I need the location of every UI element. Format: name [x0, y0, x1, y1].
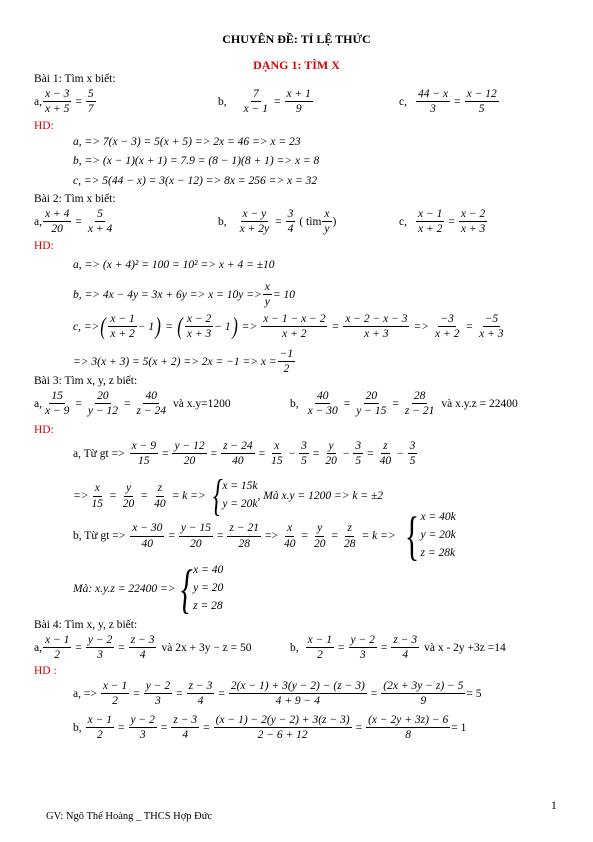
b2-part-a: a, $\frac{x + 4}{20}$ = $\frac{5}{x + 4}$ [34, 208, 113, 236]
fraction: $\frac{y - 2}{3}$ [145, 680, 171, 708]
b4-heading: Bài 4: Tìm x, y, z biết: [34, 619, 138, 631]
fraction: $\frac{40}{z - 24}$ [136, 390, 166, 418]
fraction: $\frac{z - 3}{4}$ [188, 680, 213, 708]
fraction: $\frac{z - 21}{28}$ [229, 522, 259, 550]
fraction: $\frac{y}{20}$ [325, 440, 337, 468]
fraction: $\frac{x + 4}{20}$ [44, 208, 70, 236]
system-brace: { x = 40 y = 20 z = 28 [180, 559, 224, 619]
b3-b-condition: và x.y.z = 22400 [441, 397, 518, 410]
fraction: $\frac{x - 1}{2}$ [102, 680, 128, 708]
fraction: $\frac{x}{y}$ [324, 208, 330, 236]
document-title: CHUYÊN ĐỀ: TỈ LỆ THỨC [222, 32, 371, 46]
fraction: $\frac{x - 30}{40}$ [132, 522, 163, 550]
b4-part-b: b, $\frac{x - 1}{2}$ = $\frac{y - 2}{3}$ = $\frac{z - 3}{4}$ và x - 2y +3z =14 [290, 634, 506, 662]
b1-part-c: c, $\frac{44 - x}{3}$ = $\frac{x - 12}{5}$ [399, 88, 497, 116]
fraction: $\frac{z - 3}{4}$ [130, 634, 155, 662]
fraction: $\frac{20}{y - 12}$ [87, 390, 118, 418]
system-line: z = 28k [420, 546, 456, 559]
fraction: $\frac{z}{40}$ [154, 482, 166, 510]
fraction: $\frac{40}{x - 30}$ [307, 390, 338, 418]
fraction: $\frac{z - 3}{4}$ [173, 714, 198, 742]
b3-solution-a-prefix: a, Từ gt => [73, 447, 125, 460]
fraction: $\frac{x}{15}$ [271, 440, 283, 468]
fraction: $\frac{x + 1}{9}$ [286, 88, 311, 116]
b3-a-condition: và x.y=1200 [172, 397, 231, 410]
footer-author: GV: Ngô Thế Hoàng _ THCS Hợp Đức [46, 811, 213, 822]
system-line: y = 20k [222, 498, 258, 510]
b2-solution-d [73, 348, 296, 375]
b1-c-label: c, [399, 95, 407, 108]
b1-part-a: a, $\frac{x - 3}{x + 5}$ = $\frac{5}{7}$ [34, 88, 94, 116]
b4-b-label: b, [290, 641, 299, 654]
b1-solution-a: a, => 7(x − 3) = 5(x + 5) => 2x = 46 => x = 23 [73, 136, 301, 148]
b2-b-note: ( tìm [299, 215, 322, 228]
fraction: $\frac{2(x - 1) + 3(y - 2) - (z - 3)}{4 + 9 - 4}$ [230, 680, 365, 708]
b2-b-label: b, [218, 215, 227, 228]
fraction: $\frac{z - 24}{40}$ [223, 440, 253, 468]
fraction: $\frac{y - 2}{3}$ [87, 634, 113, 662]
fraction: $\frac{-1}{2}$ [279, 348, 294, 376]
fraction: $\frac{x - 1}{x + 2}$ [417, 208, 443, 236]
fraction: $\frac{x - 1}{2}$ [44, 634, 70, 662]
fraction: $\frac{3}{5}$ [301, 440, 307, 468]
fraction: $\frac{(x - 2y + 3z) - 6}{8}$ [368, 714, 449, 742]
hd-label: HD : [34, 665, 57, 677]
b4-a-label: a, [34, 641, 42, 654]
fraction: $\frac{3}{5}$ [355, 440, 362, 468]
fraction: $\frac{x - 2}{x + 3}$ [460, 208, 486, 236]
b3-part-a: a, $\frac{15}{x - 9}$ = $\frac{20}{y - 12}$ = $\frac{40}{z - 24}$ và x.y=1200 [34, 390, 231, 418]
fraction: $\frac{y}{20}$ [122, 482, 135, 510]
b3-solution-b-prefix: b, Từ gt => [73, 530, 126, 542]
fraction: $\frac{x}{15}$ [91, 482, 104, 510]
b2-a-label: a, [34, 215, 42, 228]
b2-solution-c-prefix: c, => [73, 320, 100, 333]
b4-a-condition: và 2x + 3y − z = 50 [161, 641, 252, 654]
fraction: $\frac{x - 1}{x + 2}$ [110, 313, 135, 341]
b3-part-b: b, $\frac{40}{x - 30}$ = $\frac{20}{y - 15}$ = $\frac{28}{z - 21}$ và x.y.z = 22400 [290, 390, 518, 418]
system-line: z = 28 [193, 599, 223, 612]
b3-solution-a2-result: , Mà x.y = 1200 => k = ±2 [257, 490, 384, 502]
b3-solution-a: a, Từ gt => $\frac{x - 9}{15}$ = $\frac{y - 12}{20}$ = $\frac{z - 24}{40}$ = $\frac{x}{15}$ − $\frac{3}{5}$ = $\frac{y}{20}$ − $\frac{3}{5}$ = $\frac{z}{40}$ − $\frac{3}{5}$ [73, 440, 416, 468]
page-number: 1 [551, 800, 557, 812]
fraction: $\frac{y - 12}{20}$ [174, 440, 205, 468]
b4-solution-b-prefix: b, [73, 721, 82, 734]
fraction: $\frac{z}{28}$ [343, 522, 356, 550]
b3-heading: Bài 3: Tìm x, y, z biết: [34, 375, 138, 387]
fraction: $\frac{x - 1 - x - 2}{x + 2}$ [263, 313, 326, 341]
b2-solution-b [73, 281, 295, 308]
b1-a-label: a, [34, 95, 42, 108]
fraction: $\frac{z - 3}{4}$ [393, 634, 418, 662]
b4-part-a: a, $\frac{x - 1}{2}$ = $\frac{y - 2}{3}$ = $\frac{z - 3}{4}$ và 2x + 3y − z = 50 [34, 634, 252, 662]
fraction: $\frac{x - 9}{15}$ [131, 440, 156, 468]
b4-solution-b-result: = 1 [451, 721, 467, 734]
b3-solution-b2 [73, 559, 224, 619]
b1-solution-b: b, => (x − 1)(x + 1) = 7.9 = (8 − 1)(8 + 1) => x = 8 [73, 155, 320, 167]
fraction: $\frac{5}{x + 4}$ [87, 208, 113, 236]
fraction: $\frac{-3}{x + 2}$ [435, 313, 460, 341]
fraction: $\frac{20}{y - 15}$ [356, 390, 387, 418]
b4-solution-a-prefix: a, => [73, 687, 97, 700]
hd-label: HD: [34, 120, 54, 132]
fraction: $\frac{y - 2}{3}$ [130, 714, 155, 742]
fraction: $\frac{7}{x - 1}$ [243, 88, 268, 116]
b2-solution-b-result: = 10 [272, 288, 295, 301]
fraction: $\frac{y - 15}{20}$ [180, 522, 211, 550]
b4-b-condition: và x - 2y +3z =14 [424, 641, 506, 654]
fraction: $\frac{x - y}{x + 2y}$ [239, 208, 270, 236]
fraction: $\frac{x - 1}{2}$ [87, 714, 112, 742]
fraction: $\frac{x - 2 - x - 3}{x + 3}$ [345, 313, 408, 341]
b1-heading: Bài 1: Tìm x biết: [34, 73, 116, 85]
fraction: $\frac{x}{40}$ [283, 522, 296, 550]
b2-solution-d-text: => 3(x + 3) = 5(x + 2) => 2x = −1 => x = [73, 355, 277, 368]
b3-solution-b2-prefix: Mà: x.y.z = 22400 => [73, 583, 176, 595]
b2-heading: Bài 2: Tìm x biết: [34, 193, 116, 205]
b3-solution-a2-prefix: => [73, 490, 89, 502]
b4-solution-b: b, $\frac{x - 1}{2}$ = $\frac{y - 2}{3}$ = $\frac{z - 3}{4}$ = $\frac{(x - 1) - 2(y - 2) + 3(z - 3)}{2 - 6 + 12}$ = $\frac{(x - 2y + 3z) - 6}{8}$ = 1 [73, 714, 467, 742]
fraction: $\frac{3}{4}$ [287, 208, 294, 236]
system-line: x = 40k [420, 511, 456, 524]
fraction: $\frac{x}{y}$ [264, 281, 270, 309]
fraction: $\frac{y}{20}$ [313, 522, 326, 550]
b2-solution-c: c, => ( $\frac{x - 1}{x + 2}$ − 1 ) = ( $\frac{x - 2}{x + 3}$ − 1 ) => $\frac{x - 1 - x - 2}{x + 2}$ = $\frac{x - 2 - x - 3}{x + 3}$ => $\frac{-3}{x + 2}$ = $\frac{-5}{x + 3}$ [73, 313, 504, 341]
b2-part-b: b, $\frac{x - y}{x + 2y}$ = $\frac{3}{4}$ ( tìm $\frac{x}{y}$ ) [218, 208, 337, 236]
system-brace: { x = 40k y = 20k z = 28k [404, 506, 456, 566]
fraction: $\frac{z}{40}$ [379, 440, 392, 468]
fraction: $\frac{x - 12}{5}$ [466, 88, 497, 116]
b2-c-label: c, [399, 215, 407, 228]
b3-a-label: a, [34, 397, 42, 410]
system-line: y = 20k [420, 529, 456, 542]
fraction: $\frac{44 - x}{3}$ [417, 88, 449, 116]
hd-label: HD: [34, 240, 54, 252]
b3-solution-a2: => $\frac{x}{15}$ = $\frac{y}{20}$ = $\frac{z}{40}$ = k => { x = 15k y = 20k , Mà x.y = 1200 => k = ±2 [73, 471, 384, 520]
fraction: $\frac{x - 3}{x + 5}$ [44, 88, 70, 116]
b1-solution-c: c, => 5(44 − x) = 3(x − 12) => 8x = 256 => x = 32 [73, 175, 318, 187]
hd-label: HD: [34, 424, 54, 436]
b1-part-b: b, $\frac{7}{x - 1}$ = $\frac{x + 1}{9}$ [218, 88, 311, 116]
b2-part-c: c, $\frac{x - 1}{x + 2}$ = $\frac{x - 2}{x + 3}$ [399, 208, 486, 236]
fraction: $\frac{15}{x - 9}$ [44, 390, 70, 418]
fraction: $\frac{28}{z - 21}$ [404, 390, 435, 418]
b3-b-label: b, [290, 397, 299, 410]
system-line: y = 20 [193, 582, 224, 595]
system-brace: { x = 15k y = 20k [212, 471, 258, 520]
fraction: $\frac{y - 2}{3}$ [350, 634, 375, 662]
b3-solution-b: b, Từ gt => $\frac{x - 30}{40}$ = $\frac{y - 15}{20}$ = $\frac{z - 21}{28}$ => $\frac{x}{40}$ = $\frac{y}{20}$ = $\frac{z}{28}$ = k => { x = 40k y = 20k z = 28k [73, 506, 456, 566]
fraction: $\frac{(2x + 3y - z) - 5}{9}$ [383, 680, 464, 708]
b2-solution-a: a, => (x + 4)² = 100 = 10² => x + 4 = ±10 [73, 259, 275, 271]
fraction: $\frac{x - 1}{2}$ [307, 634, 332, 662]
section-subtitle: DẠNG 1: TÌM X [253, 58, 340, 72]
b1-b-label: b, [218, 95, 227, 108]
b4-solution-a: a, => $\frac{x - 1}{2}$ = $\frac{y - 2}{3}$ = $\frac{z - 3}{4}$ = $\frac{2(x - 1) + 3(y - 2) - (z - 3)}{4 + 9 - 4}$ = $\frac{(2x + 3y - z) - 5}{9}$ = 5 [73, 680, 482, 708]
fraction: $\frac{(x - 1) - 2(y - 2) + 3(z - 3)}{2 - 6 + 12}$ [215, 714, 350, 742]
fraction: $\frac{-5}{x + 3}$ [479, 313, 504, 341]
fraction: $\frac{5}{7}$ [87, 88, 94, 116]
b4-solution-a-result: = 5 [466, 687, 482, 700]
b2-solution-b-text: b, => 4x − 4y = 3x + 6y => x = 10y => [73, 288, 262, 301]
system-line: x = 40 [193, 564, 224, 577]
fraction: $\frac{3}{5}$ [409, 440, 416, 468]
system-line: x = 15k [222, 480, 258, 493]
fraction: $\frac{x - 2}{x + 3}$ [186, 313, 212, 341]
